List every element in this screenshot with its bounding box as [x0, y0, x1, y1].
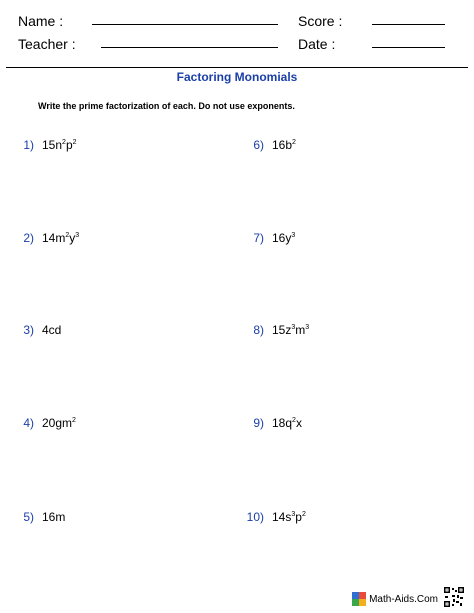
header-divider: [6, 67, 468, 68]
problem-expression: $15z^3m^3$: [272, 323, 310, 337]
date-label: Date :: [298, 36, 336, 52]
footer-brand: [352, 592, 438, 606]
instructions: Write the prime factorization of each. Do not use exponents.: [38, 101, 295, 111]
problem-number: 10): [246, 510, 264, 524]
qr-code-icon: [444, 587, 464, 607]
teacher-field[interactable]: [101, 47, 278, 48]
problem-1: [0, 138, 77, 152]
problem-expression: $20gm^2$: [42, 416, 76, 430]
footer-brand-text: Math-Aids.Com: [369, 593, 438, 605]
problem-number: 9): [253, 416, 264, 430]
problem-4: [0, 416, 76, 430]
worksheet-title: Factoring Monomials: [176, 70, 298, 84]
problem-3: [0, 323, 61, 337]
problem-7: [230, 231, 295, 245]
problem-5: [0, 510, 65, 524]
problem-number: 3): [23, 323, 34, 337]
problem-expression: 16m: [42, 510, 66, 524]
problem-expression: $16y^3$: [272, 231, 296, 245]
score-label: Score :: [298, 13, 343, 29]
problem-9: [230, 416, 302, 430]
problem-number: 8): [253, 323, 264, 337]
problem-8: [230, 323, 309, 337]
problem-10: [230, 510, 306, 524]
problem-number: 2): [23, 231, 34, 245]
problem-number: 7): [253, 231, 264, 245]
problem-expression: $18q^2x$: [272, 416, 302, 430]
problem-expression: $16b^2$: [272, 138, 296, 152]
teacher-label: Teacher :: [18, 36, 76, 52]
problem-number: 4): [23, 416, 34, 430]
problem-expression: $15n^2p^2$: [42, 138, 77, 152]
name-field[interactable]: [92, 24, 278, 25]
problem-2: [0, 231, 79, 245]
problem-expression: $14m^2y^3$: [42, 231, 80, 245]
score-field[interactable]: [372, 24, 445, 25]
problem-number: 6): [253, 138, 264, 152]
problem-expression: 4cd: [42, 323, 62, 337]
date-field[interactable]: [372, 47, 445, 48]
problem-number: 5): [23, 510, 34, 524]
problem-number: 1): [23, 138, 34, 152]
math-aids-logo-icon: [352, 592, 366, 606]
problem-6: [230, 138, 296, 152]
problem-expression: $14s^3p^2$: [272, 510, 306, 524]
name-label: Name :: [18, 13, 64, 29]
